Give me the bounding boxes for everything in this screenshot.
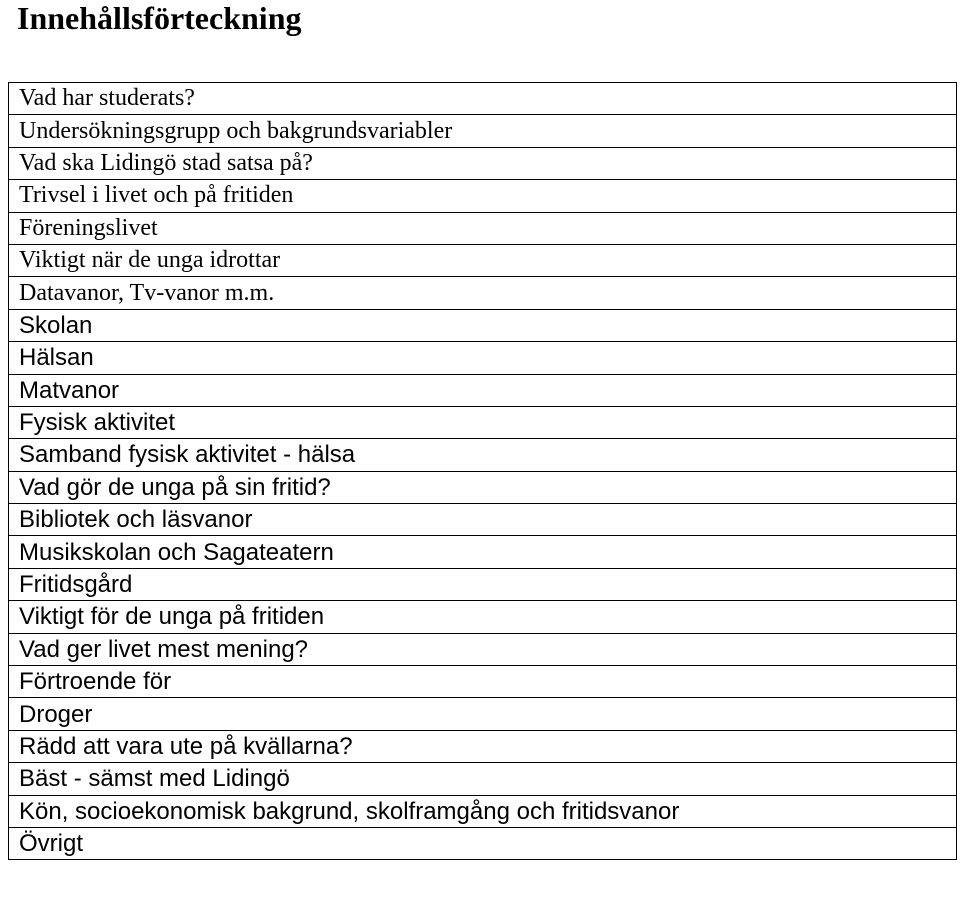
toc-entry[interactable]: Droger — [9, 698, 957, 730]
toc-entry[interactable]: Viktigt när de unga idrottar — [9, 244, 957, 276]
page-title: Innehållsförteckning — [17, 0, 302, 36]
toc-row — [9, 115, 957, 147]
table-of-contents — [8, 82, 957, 860]
toc-row — [9, 83, 957, 115]
toc-entry[interactable]: Trivsel i livet och på fritiden — [9, 180, 957, 212]
toc-entry[interactable]: Övrigt — [9, 827, 957, 859]
toc-entry[interactable]: Kön, socioekonomisk bakgrund, skolframgång och fritidsvanor — [9, 795, 957, 827]
toc-row — [9, 244, 957, 276]
toc-row — [9, 342, 957, 374]
toc-entry[interactable]: Vad har studerats? — [9, 83, 957, 115]
toc-row — [9, 536, 957, 568]
toc-entry[interactable]: Föreningslivet — [9, 212, 957, 244]
toc-row — [9, 406, 957, 438]
toc-row — [9, 666, 957, 698]
toc-row — [9, 374, 957, 406]
toc-row — [9, 147, 957, 179]
toc-row — [9, 763, 957, 795]
toc-row — [9, 795, 957, 827]
toc-entry[interactable]: Bibliotek och läsvanor — [9, 504, 957, 536]
toc-row — [9, 180, 957, 212]
toc-entry[interactable]: Musikskolan och Sagateatern — [9, 536, 957, 568]
toc-entry[interactable]: Vad ska Lidingö stad satsa på? — [9, 147, 957, 179]
toc-entry[interactable]: Rädd att vara ute på kvällarna? — [9, 730, 957, 762]
toc-row — [9, 601, 957, 633]
toc-entry[interactable]: Matvanor — [9, 374, 957, 406]
toc-entry[interactable]: Fritidsgård — [9, 568, 957, 600]
toc-row — [9, 471, 957, 503]
toc-entry[interactable]: Vad ger livet mest mening? — [9, 633, 957, 665]
toc-entry[interactable]: Samband fysisk aktivitet - hälsa — [9, 439, 957, 471]
toc-row — [9, 439, 957, 471]
toc-row — [9, 504, 957, 536]
toc-entry[interactable]: Undersökningsgrupp och bakgrundsvariabler — [9, 115, 957, 147]
toc-row — [9, 698, 957, 730]
toc-row — [9, 568, 957, 600]
toc-row — [9, 730, 957, 762]
toc-row — [9, 277, 957, 309]
toc-row — [9, 212, 957, 244]
toc-entry[interactable]: Datavanor, Tv-vanor m.m. — [9, 277, 957, 309]
toc-row — [9, 309, 957, 341]
toc-entry[interactable]: Förtroende för — [9, 666, 957, 698]
toc-entry[interactable]: Bäst - sämst med Lidingö — [9, 763, 957, 795]
toc-entry[interactable]: Skolan — [9, 309, 957, 341]
toc-entry[interactable]: Fysisk aktivitet — [9, 406, 957, 438]
toc-entry[interactable]: Vad gör de unga på sin fritid? — [9, 471, 957, 503]
toc-entry[interactable]: Viktigt för de unga på fritiden — [9, 601, 957, 633]
toc-body — [9, 83, 957, 860]
toc-entry[interactable]: Hälsan — [9, 342, 957, 374]
toc-row — [9, 633, 957, 665]
toc-row — [9, 827, 957, 859]
